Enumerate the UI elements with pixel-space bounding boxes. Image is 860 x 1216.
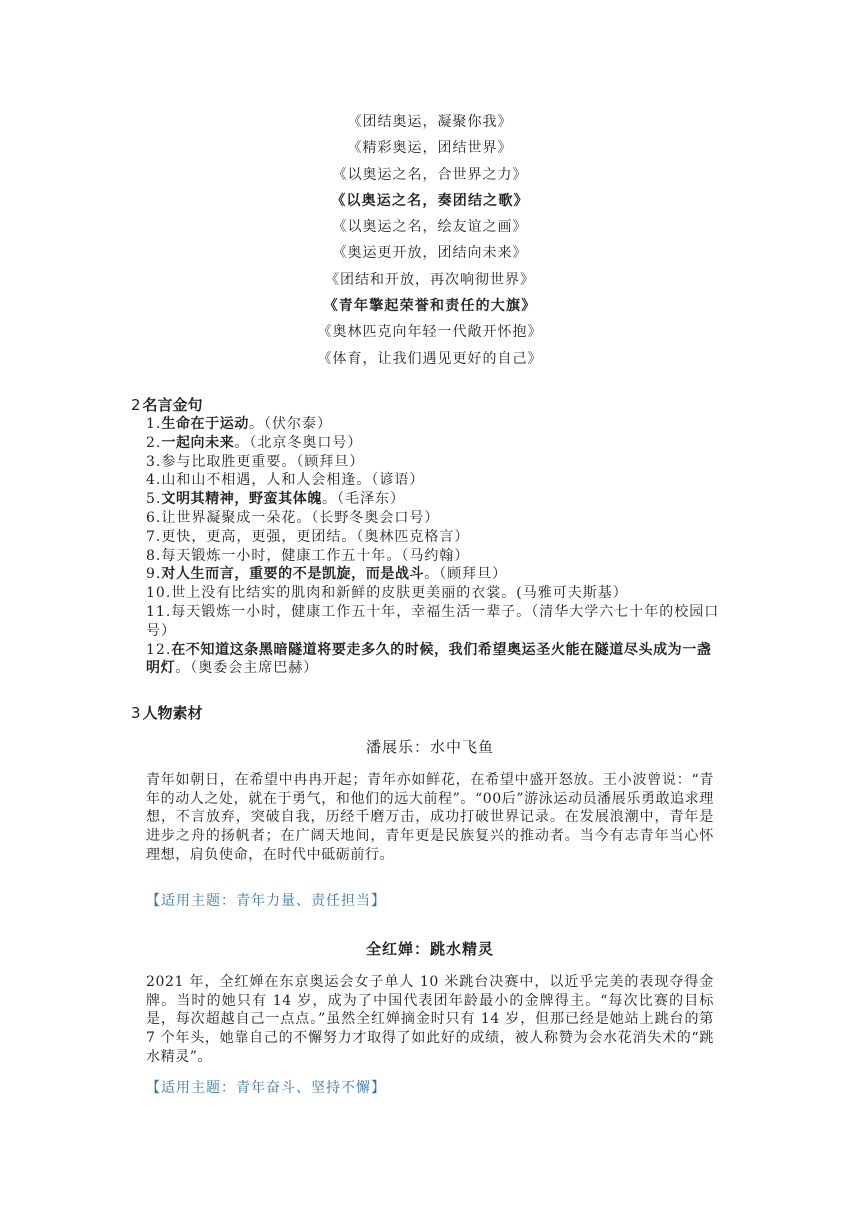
quote-source: 。（北京冬奥口号）: [234, 434, 363, 451]
title-line: 《以奥运之名，合世界之力》: [332, 166, 528, 183]
title-list: [0, 109, 860, 372]
title-line: 《青年擎起荣誉和责任的大旗》: [323, 298, 537, 315]
title-line: 《团结奥运，凝聚你我》: [347, 114, 513, 130]
quote-text: 文明其精神，野蛮其体魄: [161, 491, 322, 508]
quote-item: [146, 490, 720, 509]
title-line: 《奥运更开放，团结向未来》: [332, 245, 528, 262]
quote-number: 1.: [146, 416, 162, 432]
section-title: 名言金句: [142, 396, 203, 414]
theme-tag: 【适用主题：青年力量、责任担当】: [146, 893, 386, 909]
quote-item: [146, 584, 720, 603]
quote-source: 。（伏尔泰）: [248, 416, 332, 432]
quote-item: [146, 565, 720, 584]
section-title: 人物素材: [142, 704, 203, 722]
quote-number: 5.: [146, 491, 162, 508]
title-line: 《团结和开放，再次响彻世界》: [325, 271, 535, 288]
quote-source: 。（毛泽东）: [321, 491, 405, 508]
quote-text: 一起向未来: [161, 434, 235, 451]
quote-text: 每天锻炼一小时，健康工作五十年。（马约翰）: [161, 547, 470, 564]
quote-item: [146, 471, 720, 490]
quote-text: 对人生而言，重要的不是凯旋，而是战斗: [161, 566, 425, 583]
quote-number: 9.: [146, 566, 162, 583]
quote-number: 10.: [146, 585, 172, 602]
person-title: 全红婵：跳水精灵: [365, 940, 494, 958]
quote-item: [146, 453, 720, 472]
quote-item: [146, 415, 720, 434]
quote-list: [146, 415, 720, 678]
quote-text: 生命在于运动: [161, 416, 249, 432]
quote-number: 4.: [146, 472, 162, 489]
quote-text: 山和山不相遇，人和人会相逢。（谚语）: [161, 472, 425, 489]
title-line: 《以奥运之名，奏团结之歌》: [331, 192, 529, 209]
theme-tag: 【适用主题：青年奋斗、坚持不懈】: [146, 1080, 386, 1096]
title-line: 《以奥运之名，绘友谊之画》: [332, 219, 528, 236]
quote-item: [146, 528, 720, 547]
quote-number: 6.: [146, 509, 162, 526]
quote-text: 更快，更高，更强，更团结。（奥林匹克格言）: [161, 528, 470, 545]
quote-text: 在不知道这条黑暗隧道将要走多久的时候，我们希望奥运圣火能在隧道尽头成为一盏明灯: [146, 641, 712, 677]
section-heading-quotes: [131, 394, 203, 415]
section-number: 2: [131, 396, 141, 414]
quote-text: 世上没有比结实的肌肉和新鲜的皮肤更美丽的衣裳。(马雅可夫斯基）: [171, 585, 628, 602]
quote-source: 。（奥委会主席巴赫）: [175, 660, 319, 677]
title-line: 《奥林匹克向年轻一代敞开怀抱》: [317, 324, 543, 341]
quote-number: 11.: [146, 603, 172, 620]
quote-source: 。（顾拜旦）: [424, 566, 508, 583]
quote-text: 参与比取胜更重要。（顾拜旦）: [161, 453, 365, 470]
quote-item: [146, 434, 720, 453]
quote-number: 3.: [146, 453, 162, 470]
quote-item: [146, 641, 720, 679]
person-paragraph: 2021 年，全红婵在东京奥运会女子单人 10 米跳台决赛中，以近乎完美的表现夺得金牌。当时的她只有 14 岁，成为了中国代表团年龄最小的金牌得主。“每次比赛的目标是，每次超越自己一点点。”虽然全红婵摘金时只有 14 岁，但那已经是她站上跳台的第 7 个年头，她靠自己的不懈努力才取得了如此好的成绩，被人称赞为会水花消失术的“跳水精灵”。: [146, 974, 714, 1065]
quote-number: 12.: [146, 641, 172, 658]
person-paragraph: 青年如朝日，在希望中冉冉开起；青年亦如鲜花，在希望中盛开怒放。王小波曾说：“青年的动人之处，就在于勇气，和他们的远大前程”。“00后”游泳运动员潘展乐勇敢追求理想，不言放弃，突破自我，历经千磨万击，成功打破世界记录。在发展浪潮中，青年是进步之舟的扬帆者；在广阔天地间，青年更是民族复兴的推动者。当今有志青年当心怀理想，肩负使命，在时代中砥砺前行。: [146, 772, 714, 863]
quote-text: 每天锻炼一小时，健康工作五十年，幸福生活一辈子。（清华大学六七十年的校园口号）: [146, 603, 720, 639]
quote-text: 让世界凝聚成一朵花。（长野冬奥会口号）: [161, 509, 440, 526]
section-heading-people: [131, 702, 203, 723]
quote-number: 8.: [146, 547, 162, 564]
quote-item: [146, 509, 720, 528]
title-line: 《精彩奥运，团结世界》: [347, 140, 513, 157]
title-line: 《体育，让我们遇见更好的自己》: [317, 350, 543, 367]
person-title: 潘展乐：水中飞鱼: [365, 738, 494, 756]
quote-item: [146, 603, 720, 641]
quote-number: 7.: [146, 528, 162, 545]
quote-item: [146, 547, 720, 566]
section-number: 3: [131, 704, 141, 722]
quote-number: 2.: [146, 434, 162, 451]
